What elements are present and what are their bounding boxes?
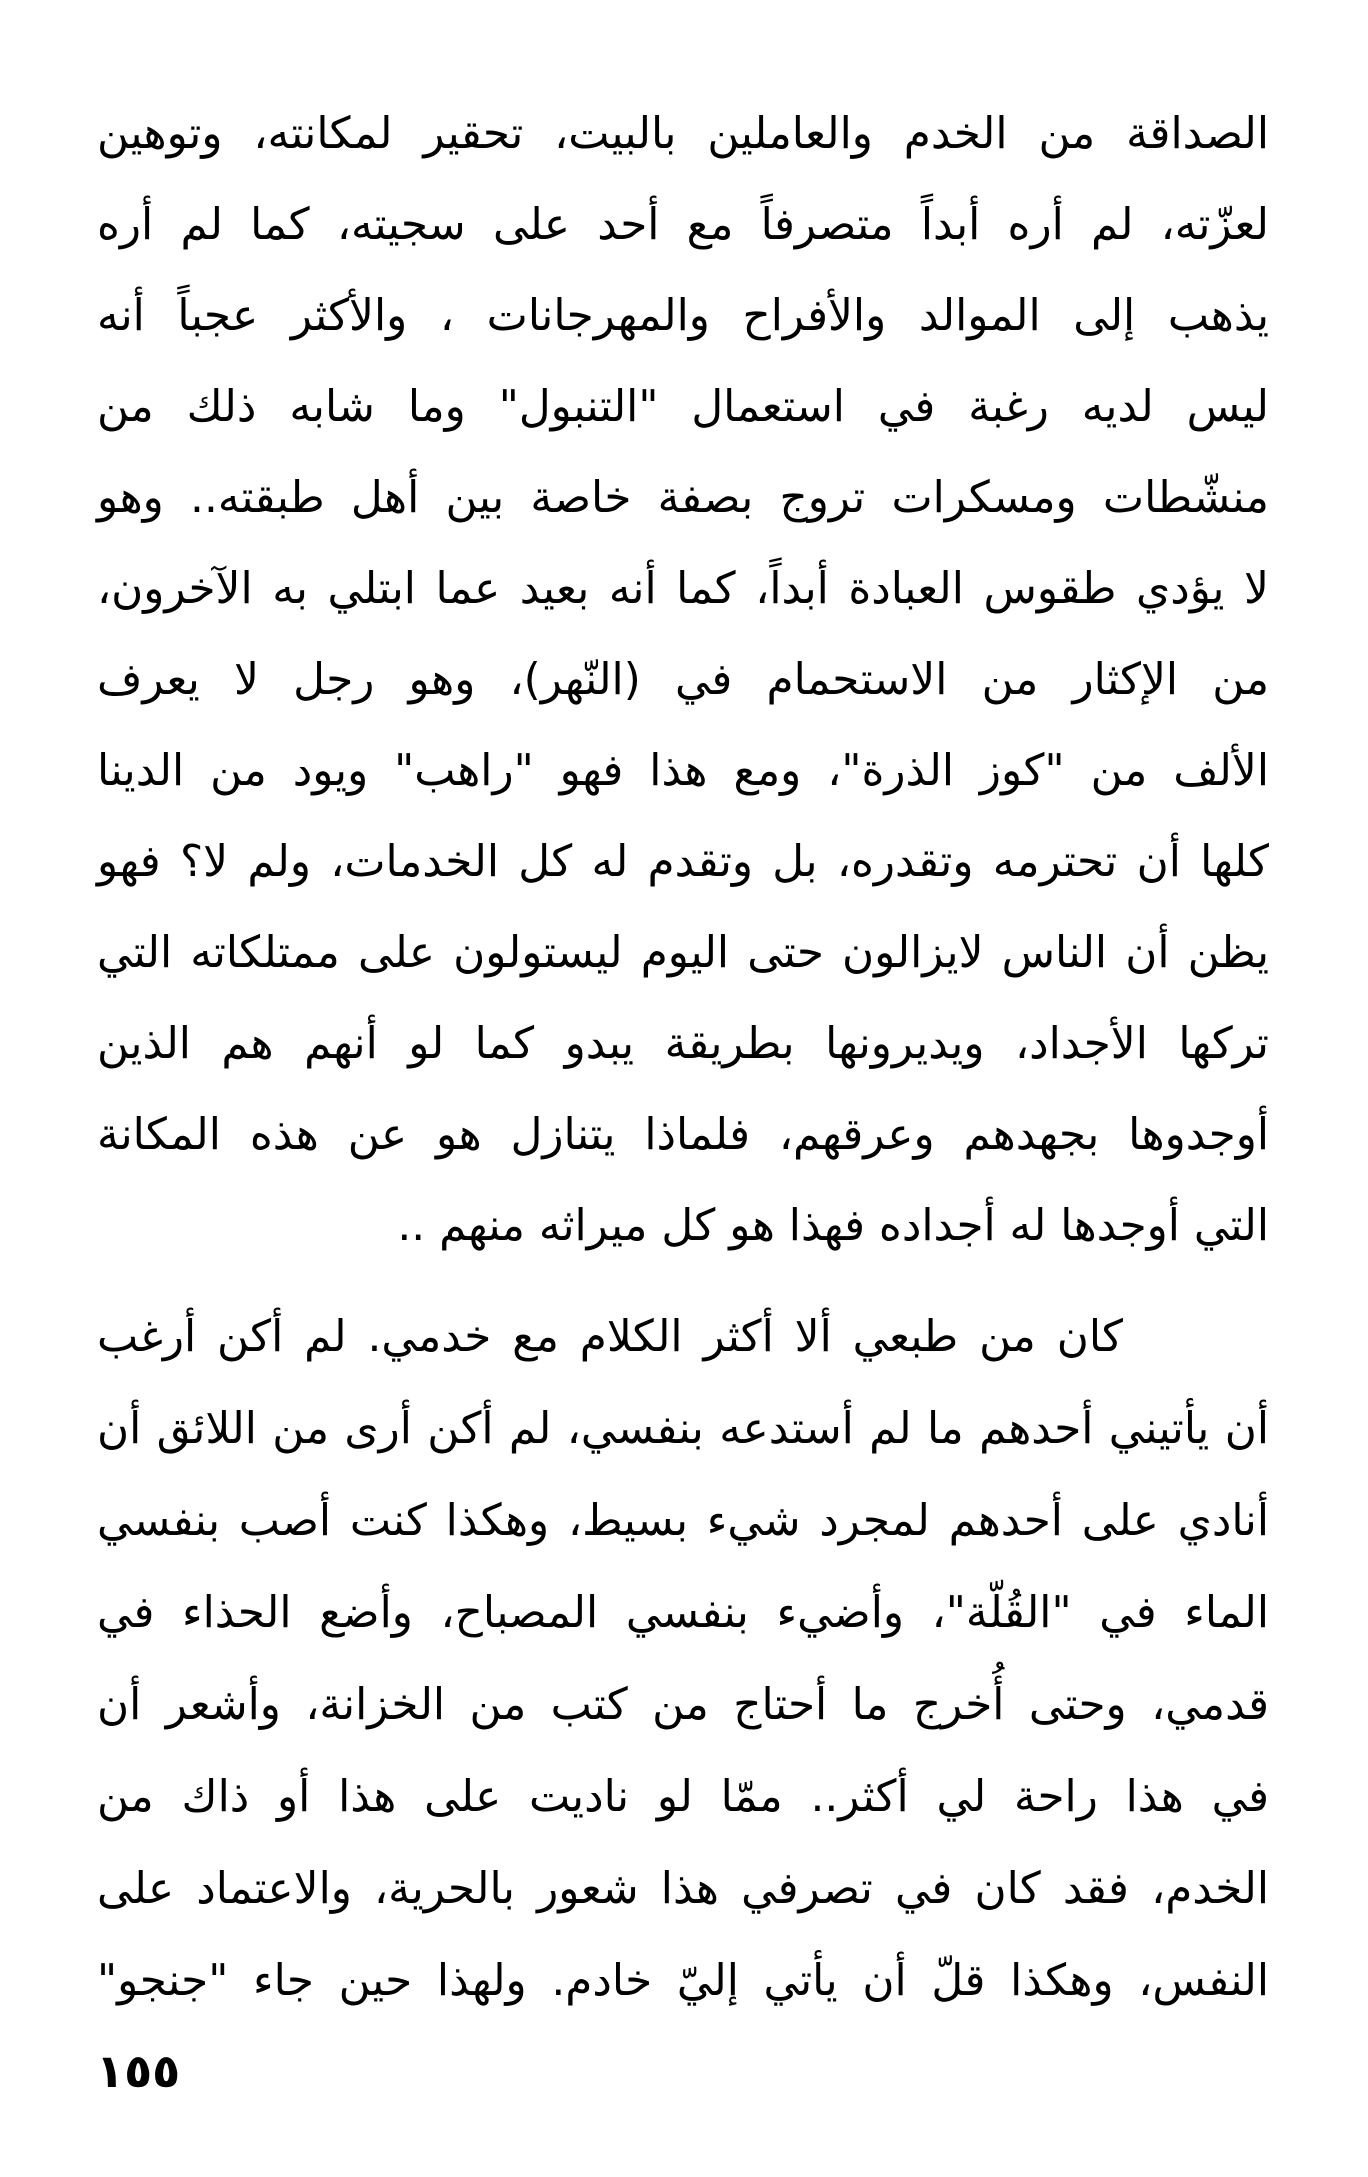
text-line: منشّطات ومسكرات تروج بصفة خاصة بين أهل طبقته.. وهو	[97, 472, 1269, 523]
paragraph	[97, 88, 1269, 1271]
text-line: الصداقة من الخدم والعاملين بالبيت، تحقير لمكانته، وتوهين	[97, 108, 1269, 159]
text-line: أن يأتيني أحدهم ما لم أستدعه بنفسي، لم أكن أرى من اللائق أن	[97, 1403, 1269, 1454]
page-number: ١٥٥	[96, 2044, 181, 2098]
text-line: الخدم، فقد كان في تصرفي هذا شعور بالحرية، والاعتماد على	[97, 1863, 1269, 1914]
text-line: التي أوجدها له أجداده فهذا هو كل ميراثه منهم ..	[397, 1200, 1269, 1251]
text-line: الألف من "كوز الذرة"، ومع هذا فهو "راهب" ويود من الدينا	[97, 745, 1269, 796]
text-line: لعزّته، لم أره أبداً متصرفاً مع أحد على سجيته، كما لم أره	[97, 199, 1269, 250]
text-line: ليس لديه رغبة في استعمال "التنبول" وما شابه ذلك من	[97, 381, 1269, 432]
text-line: النفس، وهكذا قلّ أن يأتي إليّ خادم. ولهذا حين جاء "جنجو"	[97, 1955, 1269, 2006]
text-line: الماء في "القُلّة"، وأضيء بنفسي المصباح، وأضع الحذاء في	[97, 1587, 1269, 1638]
paragraph	[97, 1291, 1269, 2027]
text-line: يذهب إلى الموالد والأفراح والمهرجانات ، والأكثر عجباً أنه	[97, 290, 1269, 341]
text-line: كان من طبعي ألا أكثر الكلام مع خدمي. لم أكن أرغب	[97, 1311, 1123, 1362]
text-line: في هذا راحة لي أكثر.. ممّا لو ناديت على هذا أو ذاك من	[97, 1771, 1269, 1822]
text-line: لا يؤدي طقوس العبادة أبداً، كما أنه بعيد عما ابتلي به الآخرون،	[97, 563, 1269, 614]
text-line: تركها الأجداد، ويديرونها بطريقة يبدو كما لو أنهم هم الذين	[97, 1018, 1269, 1069]
text-line: أنادي على أحدهم لمجرد شيء بسيط، وهكذا كنت أصب بنفسي	[97, 1495, 1269, 1546]
text-line: قدمي، وحتى أُخرج ما أحتاج من كتب من الخزانة، وأشعر أن	[97, 1679, 1269, 1730]
text-line: أوجدوها بجهدهم وعرقهم، فلماذا يتنازل هو عن هذه المكانة	[97, 1109, 1269, 1160]
text-line: من الإكثار من الاستحمام في (النّهر)، وهو رجل لا يعرف	[97, 654, 1269, 705]
text-line: يظن أن الناس لايزالون حتى اليوم ليستولون على ممتلكاته التي	[97, 927, 1269, 978]
text-line: كلها أن تحترمه وتقدره، بل وتقدم له كل الخدمات، ولم لا؟ فهو	[97, 836, 1269, 887]
